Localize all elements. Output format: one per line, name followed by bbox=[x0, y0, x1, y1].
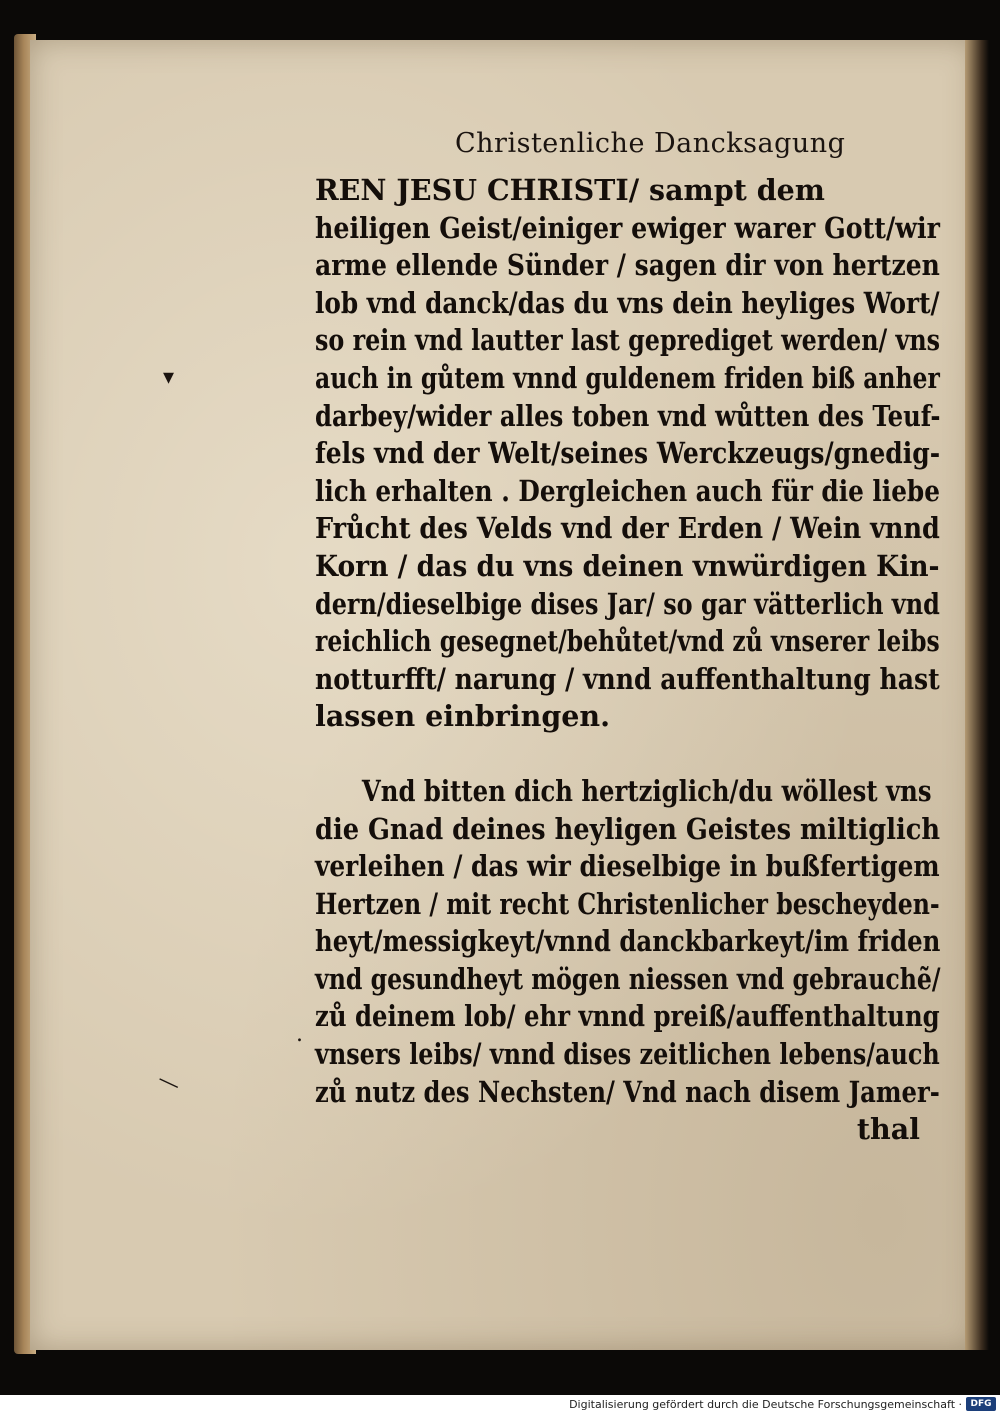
funding-notice: Digitalisierung gefördert durch die Deutsche Forschungsgemeinschaft · bbox=[569, 1398, 962, 1411]
text-line: heiligen Geist/einiger ewiger warer Gott/wir bbox=[315, 210, 940, 245]
text-line: auch in gůtem vnnd guldenem friden biß anher bbox=[315, 360, 940, 395]
text-line: zů deinem lob/ ehr vnnd preiß/auffenthaltung bbox=[315, 999, 940, 1034]
text-line: arme ellende Sünder / sagen dir von hertzen bbox=[315, 248, 940, 283]
text-line: notturfft/ narung / vnnd auffenthaltung hast bbox=[315, 661, 940, 696]
running-head: Christenliche Dancksagung bbox=[455, 128, 846, 159]
text-line: lich erhalten . Dergleichen auch für die liebe bbox=[315, 473, 940, 508]
page-gutter-shadow bbox=[965, 40, 989, 1350]
catchword: thal bbox=[856, 1112, 920, 1147]
text-line: fels vnd der Welt/seines Werckzeugs/gnedig- bbox=[315, 436, 941, 471]
text-line: Korn / das du vns deinen vnwürdigen Kin- bbox=[315, 548, 940, 583]
text-line: vnd gesundheyt mögen niessen vnd gebrauchẽ/ bbox=[315, 961, 941, 996]
text-line: REN JESU CHRISTI/ sampt dem bbox=[315, 173, 825, 207]
text-line: so rein vnd lautter last geprediget werden/ vns bbox=[315, 323, 941, 358]
paragraph-gap bbox=[315, 736, 940, 773]
text-line: darbey/wider alles toben vnd wůtten des Teuf- bbox=[315, 398, 941, 433]
text-line: Hertzen / mit recht Christenlicher bescheyden- bbox=[315, 886, 940, 921]
text-line: reichlich gesegnet/behůtet/vnd zů vnserer leibs bbox=[315, 624, 940, 659]
text-line: vnsers leibs/ vnnd dises zeitlichen lebens/auch bbox=[315, 1037, 940, 1072]
margin-mark: ▾ bbox=[163, 365, 175, 390]
text-line: dern/dieselbige dises Jar/ so gar vätterlich vnd bbox=[315, 586, 940, 621]
margin-dot: . bbox=[296, 1022, 303, 1047]
text-line: verleihen / das wir dieselbige in bußfertigem bbox=[315, 849, 940, 884]
text-line: lob vnd danck/das du vns dein heyliges Wort/ bbox=[315, 285, 940, 320]
text-line: die Gnad deines heyligen Geistes miltiglich bbox=[315, 811, 941, 846]
dfg-logo-icon: DFG bbox=[966, 1397, 996, 1411]
text-line: Vnd bitten dich hertziglich/du wöllest vns bbox=[361, 773, 932, 808]
text-line: lassen einbringen. bbox=[315, 699, 611, 734]
body-text bbox=[315, 172, 940, 1149]
text-line: zů nutz des Nechsten/ Vnd nach disem Jamer- bbox=[315, 1074, 940, 1109]
margin-stroke: — bbox=[153, 1066, 185, 1099]
text-line: heyt/messigkeyt/vnnd danckbarkeyt/im friden bbox=[315, 924, 941, 959]
text-line: Frůcht des Velds vnd der Erden / Wein vnnd bbox=[315, 511, 940, 546]
paragraph-2 bbox=[315, 773, 940, 1111]
paragraph-1 bbox=[315, 172, 940, 736]
